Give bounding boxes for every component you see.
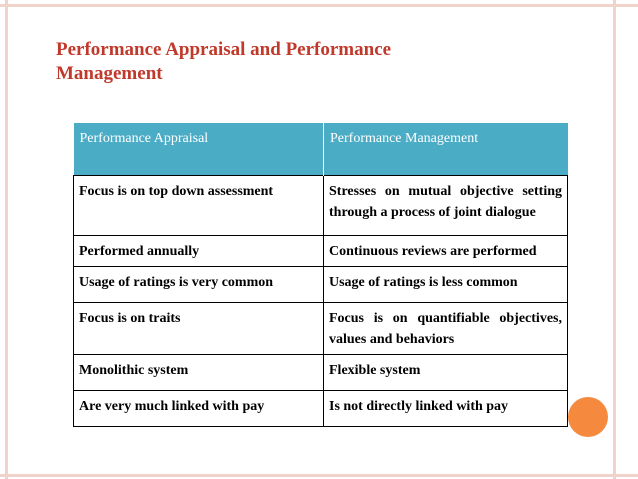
table-row: [74, 355, 568, 391]
table-header-row: [74, 123, 568, 176]
table-row: [74, 303, 568, 355]
slide-frame-left: [5, 0, 8, 479]
appraisal-cell: Monolithic system: [74, 355, 324, 391]
slide-frame-right: [613, 0, 616, 479]
table-row: [74, 236, 568, 267]
table-row: [74, 267, 568, 303]
appraisal-cell: Focus is on traits: [74, 303, 324, 355]
header-performance-appraisal: Performance Appraisal: [74, 123, 324, 176]
management-cell: Continuous reviews are performed: [324, 236, 568, 267]
table-row: [74, 391, 568, 427]
header-performance-management: Performance Management: [324, 123, 568, 176]
slide-frame-bottom: [0, 474, 638, 477]
slide-title-line1: Performance Appraisal and Performance: [56, 39, 392, 60]
decorative-orange-circle: [568, 397, 608, 437]
appraisal-cell: Performed annually: [74, 236, 324, 267]
appraisal-cell: Are very much linked with pay: [74, 391, 324, 427]
management-cell: Flexible system: [324, 355, 568, 391]
comparison-table: [73, 123, 568, 427]
table-row: [74, 176, 568, 236]
management-cell: Usage of ratings is less common: [324, 267, 568, 303]
appraisal-cell: Usage of ratings is very common: [74, 267, 324, 303]
management-cell: Focus is on quantifiable objectives, values and behaviors: [324, 303, 568, 355]
appraisal-cell: Focus is on top down assessment: [74, 176, 324, 236]
slide-frame-top: [0, 4, 638, 7]
slide-title-line2: Management: [56, 63, 163, 84]
slide-title: [56, 38, 556, 86]
management-cell: Stresses on mutual objective setting through a process of joint dialogue: [324, 176, 568, 236]
management-cell: Is not directly linked with pay: [324, 391, 568, 427]
